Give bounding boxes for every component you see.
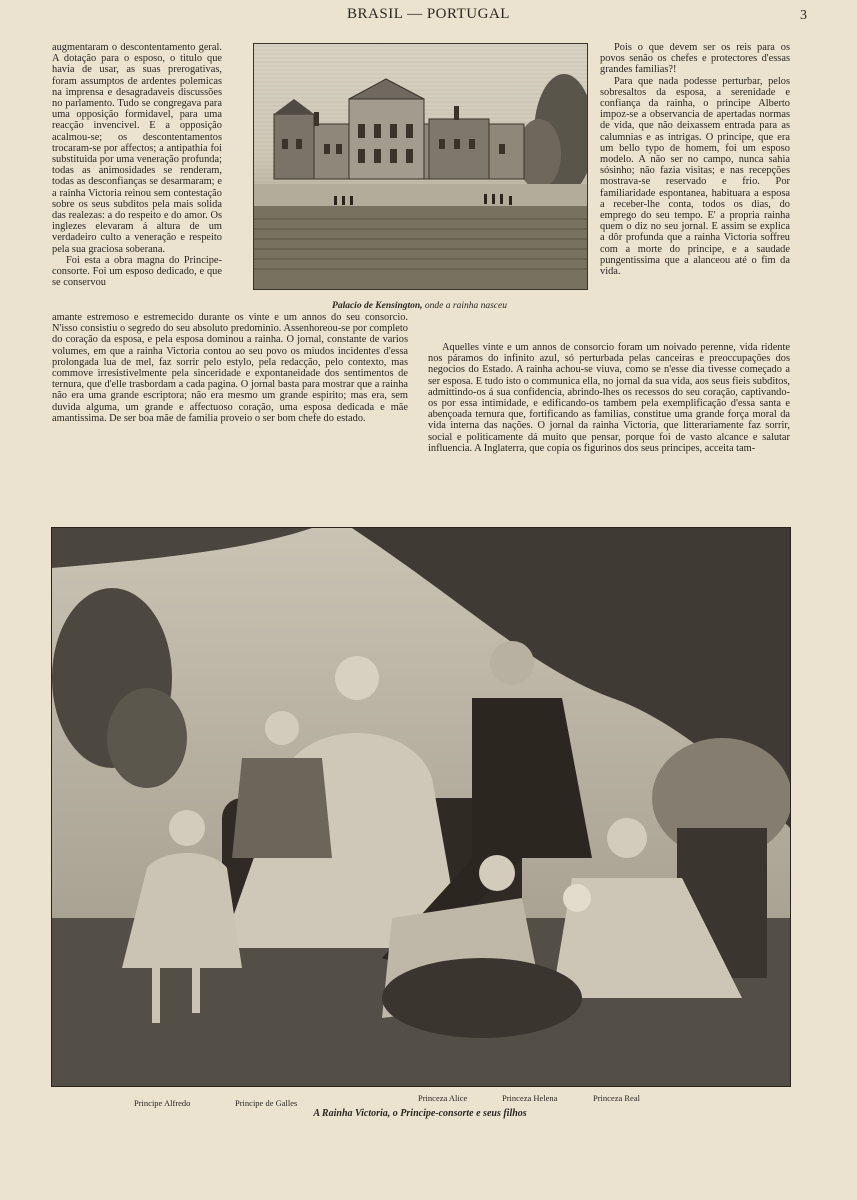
paragraph: Para que nada podesse perturbar, pelos sobresaltos da esposa, a serenidade e confiança da rainha, o principe Alberto impoz-se a observancia de apertadas normas de vida, que não deixassem entrada para as calumnias e as intrigas. O principe, que era um bello typo de homem, foi um esposo modelo. A não ser no campo, nunca sahia sósinho; não fazia visitas; e nas recepções mostrava-se reservado e frio. Por familiaridade espontanea, habituara a esposa a receber-lhe conta, todos os dias, do emprego do seu tempo. E' a propria rainha quem o diz no seu jornal. E assim se explica a dôr profunda que a rainha Victoria soffreu com a morte do principe, e a saudade pungentissima que a alanceou até o fim da vida.: [600, 75, 790, 278]
article-column-right: [600, 42, 790, 277]
article-block-left: [52, 312, 408, 424]
page-number: 3: [800, 8, 807, 23]
portrait-label-principe-de-galles: Principe de Galles: [235, 1098, 298, 1108]
article-column-left: [52, 42, 222, 288]
portrait-illustration: [52, 528, 790, 1086]
paragraph: Foi esta a obra magna do Principe-consorte. Foi um esposo dedicado, e que se conservou: [52, 254, 222, 289]
paragraph: Aquelles vinte e um annos de consorcio foram um noivado perenne, vida ridente nos páramos do infinito azul, só perturbada pelas canceiras e preoccupações dos negocios do Estado. A rainha achou-se viuva, como se n'esse dia tivesse começado a ser esposa. E tudo isto o communica ella, no jornal da sua vida, aos seus fieis subditos, admittindo-os á sua confidencia, abrindo-lhes os recessos do seu coração, captivando-os por essa intimidade, e edificando-os tambem pela exemplificação d'essa santa e abençoada ternura que, fortificando as familias, constitue uma grande força moral da vida interna das nações. O jornal da rainha Victoria, que litterariamente faz sorrir, social e politicamente dá muito que pensar, porque foi de vasto alcance e salutar influencia. A Inglaterra, que copia os figurinos dos seus principes, acceita tam-: [428, 342, 790, 454]
portrait-label-princeza-helena: Princeza Helena: [502, 1093, 558, 1103]
figure-caption-title: Palacio de Kensington,: [332, 301, 423, 311]
paragraph: amante estremoso e estremecido durante os vinte e um annos do seu consorcio. N'isso consistiu o segredo do seu absoluto predominio. Assenhoreou-se por completo do coração da esposa, e pela esposa dominou a rainha. O jornal, constante de varios volumes, em que a rainha Victoria contou ao seu povo os miudos incidentes d'essa prolongada lua de mel, faz sorrir pelo estylo, pela redacção, pelo contexto, mas commove irresistivelmente pela sinceridade e expontaneidade dos sentimentos de ternura, que d'elle trasbordam a cada pagina. O jornal basta para mostrar que a rainha não era uma grande escriptora; não era mesmo um grande espirito; mas era, sem duvida alguma, um grande e affectuoso coração, uma esposa dedicada e mãe amantissima. De ser boa mãe de familia proveio o ser bom chefe do estado.: [52, 312, 408, 424]
palace-illustration: [254, 44, 587, 289]
article-block-right: [428, 342, 790, 454]
figure-caption: [253, 301, 586, 311]
kensington-palace-engraving: [253, 43, 588, 290]
portrait-caption: A Rainha Victoria, o Principe-consorte e seus filhos: [313, 1108, 527, 1119]
portrait-label-princeza-alice: Princeza Alice: [418, 1093, 468, 1103]
page-title: BRASIL — PORTUGAL: [347, 6, 510, 22]
paragraph: Pois o que devem ser os reis para os povos senão os chefes e protectores d'essas grandes familias?!: [600, 42, 790, 76]
portrait-label-principe-alfredo: Principe Alfredo: [134, 1098, 191, 1108]
portrait-label-princeza-real: Princeza Real: [593, 1093, 640, 1103]
royal-family-portrait: [51, 527, 791, 1087]
page-header: [0, 4, 857, 26]
figure-caption-text: onde a rainha nasceu: [424, 301, 507, 311]
paragraph: augmentaram o descontentamento geral. A dotação para o esposo, o titulo que havia de usar, as suas prerogativas, foram assumptos de ardentes polemicas na imprensa e desagradaveis discussões no parlamento. Tudo se congregava para uma opposição formidavel, para uma reacção invencivel. E a opposição acalmou-se; os descontentamentos trocaram-se por affectos; a antipathia foi substituida por uma veneração profunda; todas as animosidades se renderam, todas as desconfianças se desarmaram; e a rainha Victoria reinou sem contestação sobre os seus subditos pela mais solida das realezas: a do respeito e do amor. Os inglezes elevaram á altura de um verdadeiro culto a veneração e respeito pela sua graciosa soberana.: [52, 42, 222, 255]
